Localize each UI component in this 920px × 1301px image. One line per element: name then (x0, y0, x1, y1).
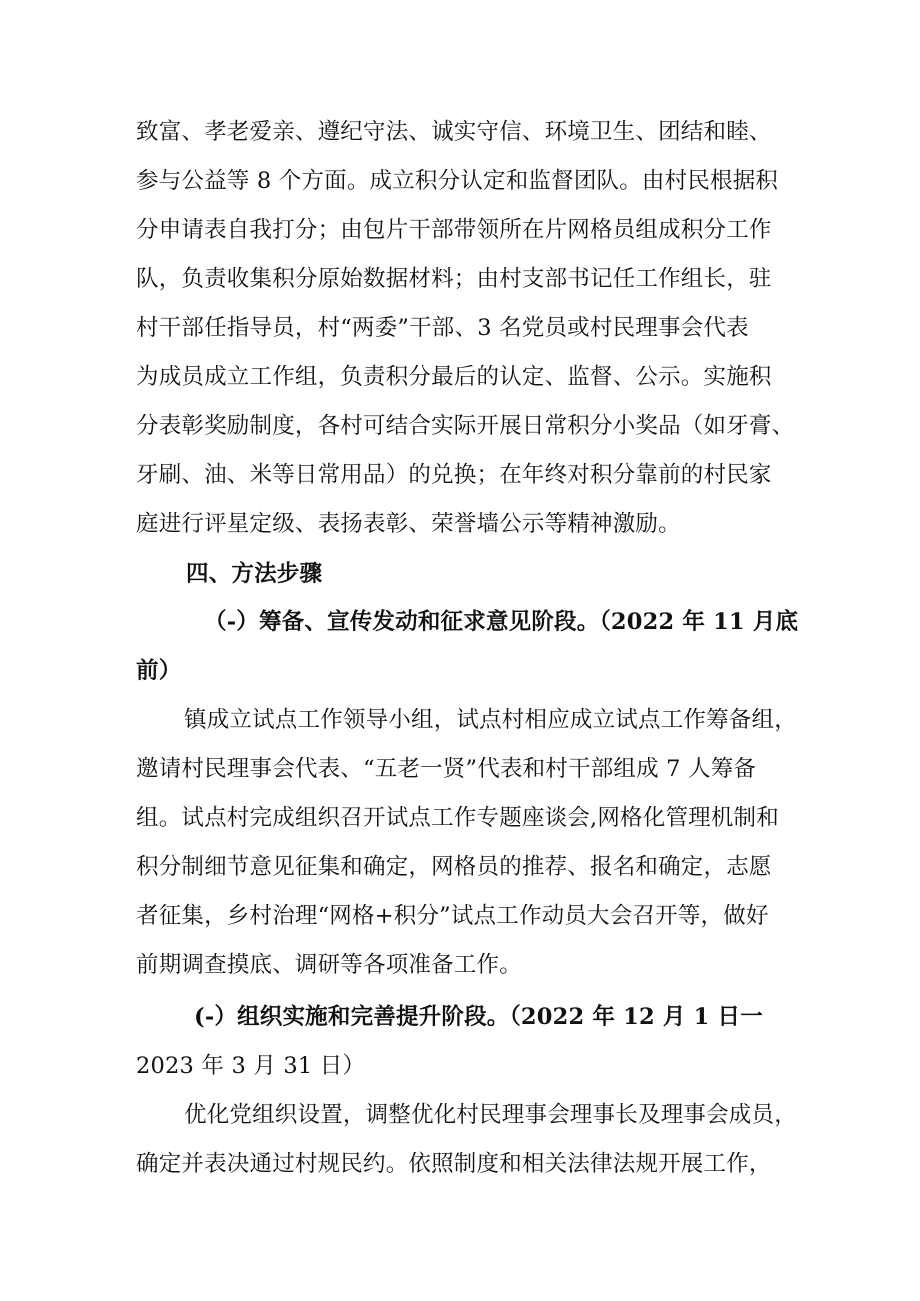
paragraph-line: 者征集，乡村治理“网格+积分”试点工作动员大会召开等，做好 (136, 903, 769, 929)
paragraph-line: 庭进行评星定级、表扬表彰、荣誉墙公示等精神激励。 (136, 511, 681, 537)
paragraph-line: 牙刷、油、米等日常用品）的兑换；在年终对积分靠前的村民家 (136, 462, 772, 488)
paragraph-line: 队，负责收集积分原始数据材料；由村支部书记任工作组长，驻 (136, 266, 772, 292)
paragraph-line: 积分制细节意见征集和确定，网格员的推荐、报名和确定，志愿 (136, 854, 772, 880)
paragraph-line: 为成员成立工作组，负责积分最后的认定、监督、公示。实施积 (136, 364, 772, 390)
paragraph-line: 分表彰奖励制度，各村可结合实际开展日常积分小奖品（如牙膏、 (136, 413, 795, 439)
paragraph-line: 组。试点村完成组织召开试点工作专题座谈会,网格化管理机制和 (136, 805, 779, 831)
paragraph-line: 前期调查摸底、调研等各项准备工作。 (136, 952, 522, 978)
paragraph-line: 优化党组织设置，调整优化村民理事会理事长及理事会成员， (184, 1102, 797, 1128)
phase-heading-continuation: 2023 年 3 月 31 日） (136, 1053, 366, 1079)
paragraph-line: 邀请村民理事会代表、“五老一贤”代表和村干部组成 7 人筹备 (136, 756, 757, 782)
paragraph-line: 村干部任指导员，村“两委”干部、3 名党员或村民理事会代表 (136, 315, 749, 341)
phase-heading-continuation: 前） (136, 658, 182, 684)
paragraph-line: 参与公益等 8 个方面。成立积分认定和监督团队。由村民根据积 (136, 168, 779, 194)
phase-heading: (-）组织实施和完善提升阶段。（2022 年 12 月 1 日一 (194, 1004, 763, 1030)
paragraph-line: 镇成立试点工作领导小组，试点村相应成立试点工作筹备组， (184, 707, 797, 733)
paragraph-line: 分申请表自我打分；由包片干部带领所在片网格员组成积分工作 (136, 217, 772, 243)
paragraph-line: 确定并表决通过村规民约。依照制度和相关法律法规开展工作， (136, 1151, 772, 1177)
section-heading: 四、方法步骤 (186, 561, 323, 587)
paragraph-line: 致富、孝老爱亲、遵纪守法、诚实守信、环境卫生、团结和睦、 (136, 119, 772, 145)
phase-heading: （-）筹备、宣传发动和征求意见阶段。（2022 年 11 月底 (204, 609, 799, 635)
